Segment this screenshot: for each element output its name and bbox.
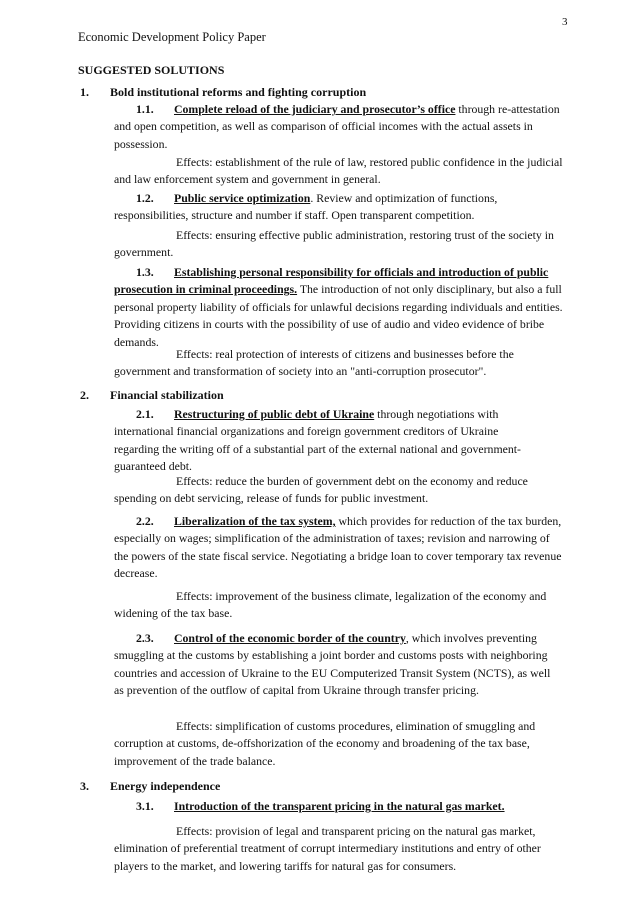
section-heading-text: Energy independence bbox=[110, 779, 221, 793]
section-3-heading bbox=[80, 779, 220, 794]
item-title: Liberalization of the tax system, bbox=[174, 514, 336, 528]
item-effects: Effects: provision of legal and transparent pricing on the natural gas market, elimination of preferential treatment of corrupt intermediary institutions and entry of other players to the market, and lowering tariffs for natural gas for consumers. bbox=[114, 824, 541, 873]
item-title: Public service optimization bbox=[174, 191, 311, 205]
item-number: 1.2. bbox=[136, 191, 154, 205]
item-3-1-effects bbox=[114, 823, 576, 875]
item-1-1-effects bbox=[114, 154, 576, 189]
item-effects: Effects: ensuring effective public administration, restoring trust of the society in government. bbox=[114, 228, 554, 260]
item-effects: Effects: simplification of customs procedures, elimination of smuggling and corruption at customs, de-offshorization of the economy and broadening of the tax base, improvement of the trade balance. bbox=[114, 719, 536, 768]
item-2-1 bbox=[114, 406, 544, 476]
item-3-1 bbox=[114, 798, 584, 815]
section-1-heading bbox=[80, 85, 366, 100]
item-title: Control of the economic border of the country bbox=[174, 631, 406, 645]
section-heading-text: Financial stabilization bbox=[110, 388, 224, 402]
item-text: , which involves preventing smuggling at the customs by establishing a joint border and customs posts with neighboring countries and accession of Ukraine to the EU Computerized Transit System (NCTS), as well as prevention of the outflow of capital from Ukraine through transfer pricing. bbox=[114, 631, 551, 698]
item-effects: Effects: real protection of interests of citizens and businesses before the government and transformation of society into an "anti-corruption prosecutor". bbox=[114, 347, 514, 379]
item-2-2-effects bbox=[114, 588, 560, 623]
item-title: Establishing personal responsibility for officials and introduction of public prosecution in criminal proceedings. bbox=[114, 265, 549, 297]
item-effects: Effects: reduce the burden of government debt on the economy and reduce spending on debt servicing, release of funds for public investment. bbox=[114, 474, 528, 506]
item-number: 2.3. bbox=[136, 631, 154, 645]
item-title: Introduction of the transparent pricing in the natural gas market. bbox=[174, 799, 505, 813]
item-number: 3.1. bbox=[136, 799, 154, 813]
item-title: Complete reload of the judiciary and prosecutor’s office bbox=[174, 102, 456, 116]
item-number: 1.3. bbox=[136, 265, 154, 279]
item-number: 2.2. bbox=[136, 514, 154, 528]
item-2-2 bbox=[114, 513, 564, 583]
item-1-2-effects bbox=[114, 227, 562, 262]
item-text: . Review and optimization of functions, responsibilities, structure and number if staff. Open transparent competition. bbox=[114, 191, 498, 223]
item-1-1 bbox=[114, 101, 574, 153]
item-text: through negotiations with international financial organizations and foreign government creditors of Ukraine regarding the writing off of a substantial part of the external national and government-guaranteed debt. bbox=[114, 407, 521, 474]
section-number: 1. bbox=[80, 85, 89, 99]
item-title: Restructuring of public debt of Ukraine bbox=[174, 407, 375, 421]
item-2-3-effects bbox=[114, 718, 574, 770]
section-title: SUGGESTED SOLUTIONS bbox=[78, 63, 225, 77]
section-number: 2. bbox=[80, 388, 89, 402]
item-text: which provides for reduction of the tax burden, especially on wages; simplification of the administration of taxes; revision and narrowing of the powers of the state fiscal service. Negotiating a bridge loan to cover temporary tax revenue decrease. bbox=[114, 514, 562, 581]
item-2-1-effects bbox=[114, 473, 564, 508]
item-1-2 bbox=[114, 190, 572, 225]
section-heading-text: Bold institutional reforms and fighting corruption bbox=[110, 85, 367, 99]
item-effects: Effects: establishment of the rule of law, restored public confidence in the judicial and law enforcement system and government in general. bbox=[114, 155, 563, 187]
item-1-3-effects bbox=[114, 346, 560, 381]
page-number: 3 bbox=[562, 16, 568, 28]
item-number: 2.1. bbox=[136, 407, 154, 421]
item-text: through re-attestation and open competition, as well as comparison of official incomes with the actual assets in possession. bbox=[114, 102, 560, 151]
item-2-3 bbox=[114, 630, 562, 700]
item-text: The introduction of not only disciplinary, but also a full personal property liability of officials for unlawful decisions regarding individuals and entities. Providing citizens in courts with the possibility of use of audio and video evidence of bribe demands. bbox=[114, 282, 563, 349]
section-2-heading bbox=[80, 388, 224, 403]
item-effects: Effects: improvement of the business climate, legalization of the economy and widening of the tax base. bbox=[114, 589, 547, 621]
item-1-3 bbox=[114, 264, 574, 351]
section-number: 3. bbox=[80, 779, 89, 793]
item-number: 1.1. bbox=[136, 102, 154, 116]
running-header: Economic Development Policy Paper bbox=[78, 30, 266, 44]
